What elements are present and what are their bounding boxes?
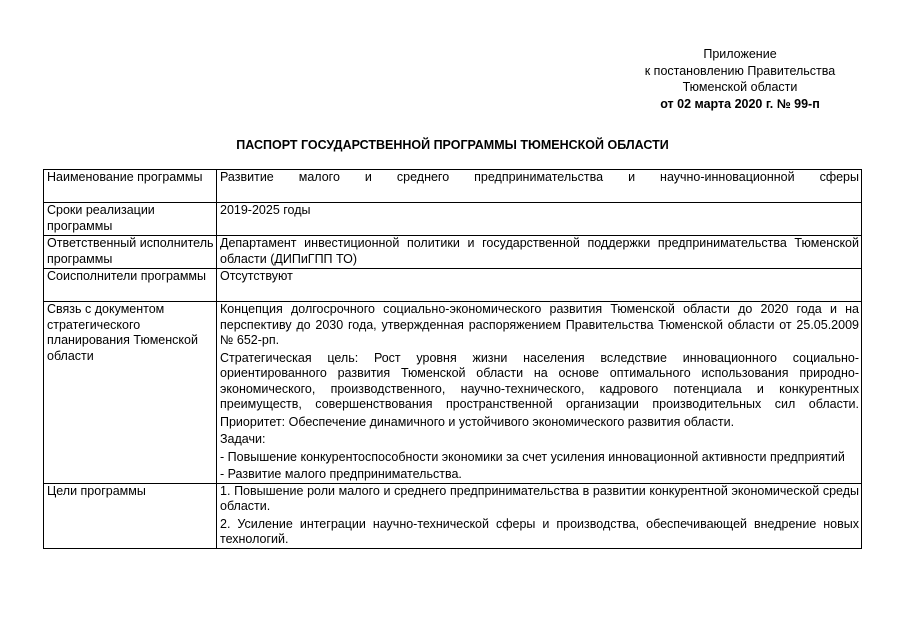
paragraph: Задачи: xyxy=(220,432,266,446)
paragraph: Концепция долгосрочного социально-экономического развития Тюменской области до 2020 года и на перспективу до 2030 года, утвержденная распоряжением Правительства Тюменской области от 25.05.2009 № 652-рп. xyxy=(220,302,859,347)
paragraph: Стратегическая цель: Рост уровня жизни населения вследствие инновационного социально-ориентированного развития Тюменской области на основе оптимального использования природно-экономического, производственного, научно-технического, кадрового потенциала и конкурентных преимуществ, совершенствования пространственной организации производительных сил области. xyxy=(220,350,859,411)
passport-table xyxy=(43,169,862,549)
paragraph: 2. Усиление интеграции научно-технической сферы и производства, обеспечивающей внедрение новых технологий. xyxy=(220,516,859,546)
table-row xyxy=(44,483,862,548)
paragraph: - Развитие малого предпринимательства. xyxy=(220,467,462,481)
row-label-program-name: Наименование программы xyxy=(44,170,217,203)
table-row xyxy=(44,302,862,484)
row-value-goals xyxy=(217,483,862,548)
row-value-program-name: Развитие малого и среднего предпринимательства и научно-инновационной сферы xyxy=(217,170,862,203)
document-title: ПАСПОРТ ГОСУДАРСТВЕННОЙ ПРОГРАММЫ ТЮМЕНСКОЙ ОБЛАСТИ xyxy=(236,138,669,152)
annex-date-number: от 02 марта 2020 г. № 99-п xyxy=(660,96,820,111)
annex-line-2: к постановлению Правительства xyxy=(644,63,836,78)
paragraph: - Повышение конкурентоспособности экономики за счет усиления инновационной активности предприятий xyxy=(220,449,845,464)
row-label-co-executors: Соисполнители программы xyxy=(44,269,217,302)
row-label-goals: Цели программы xyxy=(44,483,217,548)
table-row xyxy=(44,203,862,236)
annex-header xyxy=(600,46,880,112)
row-label-period: Сроки реализации программы xyxy=(44,203,217,236)
paragraph: 1. Повышение роли малого и среднего предпринимательства в развитии конкурентной экономической среды области. xyxy=(220,483,859,513)
row-value-strategic-link xyxy=(217,302,862,484)
table-row xyxy=(44,170,862,203)
row-value-period: 2019-2025 годы xyxy=(217,203,862,236)
row-label-responsible: Ответственный исполнитель программы xyxy=(44,236,217,269)
table-row xyxy=(44,236,862,269)
row-label-strategic-link: Связь с документом стратегического планирования Тюменской области xyxy=(44,302,217,484)
paragraph: Приоритет: Обеспечение динамичного и устойчивого экономического развития области. xyxy=(220,414,735,429)
table-row xyxy=(44,269,862,302)
row-value-co-executors: Отсутствуют xyxy=(217,269,862,302)
annex-line-1: Приложение xyxy=(703,47,777,61)
annex-line-3: Тюменской области xyxy=(682,80,798,94)
row-value-responsible: Департамент инвестиционной политики и государственной поддержки предпринимательства Тюменской области (ДИПиГПП ТО) xyxy=(217,236,862,269)
